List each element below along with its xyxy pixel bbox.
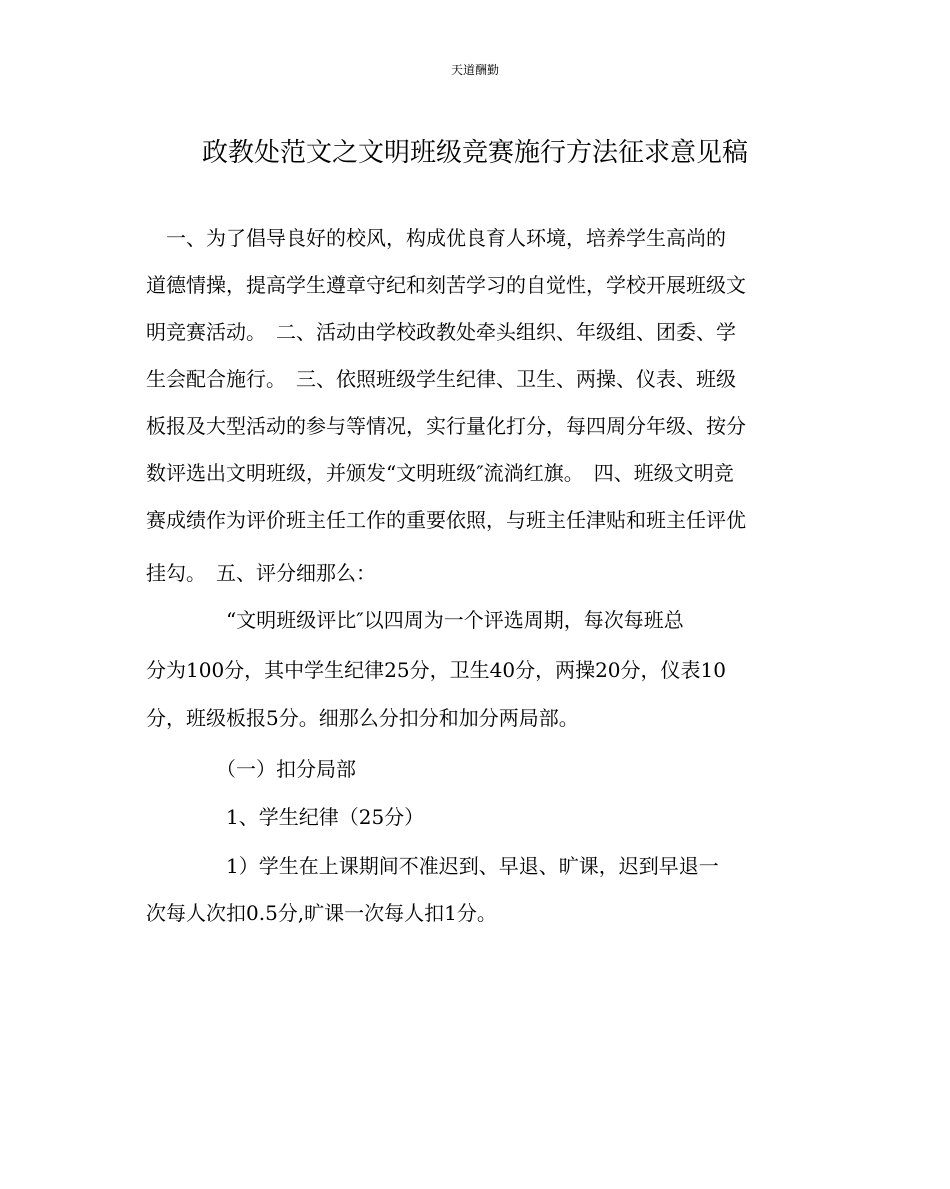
body-line: 分，班级板报5分。细那么分扣分和加分两局部。 bbox=[146, 706, 579, 730]
body-line: “文明班级评比″以四周为一个评选周期，每次每班总 bbox=[146, 608, 684, 632]
page-header: 天道酬勤 bbox=[450, 63, 499, 77]
section-heading: （一）扣分局部 bbox=[146, 757, 356, 781]
body-line: 数评选出文明班级，并颁发“文明班级″流淌红旗。 四、班级文明竞 bbox=[146, 461, 734, 485]
body-line: 生会配合施行。 三、依照班级学生纪律、卫生、两操、仪表、班级 bbox=[146, 367, 736, 391]
body-line: 道德情操，提高学生遵章守纪和刻苦学习的自觉性，学校开展班级文 bbox=[146, 273, 746, 297]
body-line: 板报及大型活动的参与等情况，实行量化打分，每四周分年级、按分 bbox=[146, 414, 746, 438]
body-line: 赛成绩作为评价班主任工作的重要依照，与班主任津贴和班主任评优 bbox=[146, 508, 746, 532]
body-line: 挂勾。 五、评分细那么： bbox=[146, 561, 376, 585]
body-line: 次每人次扣0.5分,旷课一次每人扣1分。 bbox=[146, 901, 497, 925]
body-line: 1）学生在上课期间不准迟到、早退、旷课，迟到早退一 bbox=[146, 854, 719, 878]
body-line: 一、为了倡导良好的校风，构成优良育人环境，培养学生高尚的 bbox=[146, 226, 726, 250]
document-title: 政教处范文之文明班级竞赛施行方法征求意见稿 bbox=[201, 138, 748, 168]
body-line: 明竞赛活动。 二、活动由学校政教处牵头组织、年级组、团委、学 bbox=[146, 320, 736, 344]
subsection-heading: 1、学生纪律（25分） bbox=[146, 805, 425, 829]
body-line: 分为100分，其中学生纪律25分，卫生40分，两操20分，仪表10 bbox=[146, 658, 726, 682]
